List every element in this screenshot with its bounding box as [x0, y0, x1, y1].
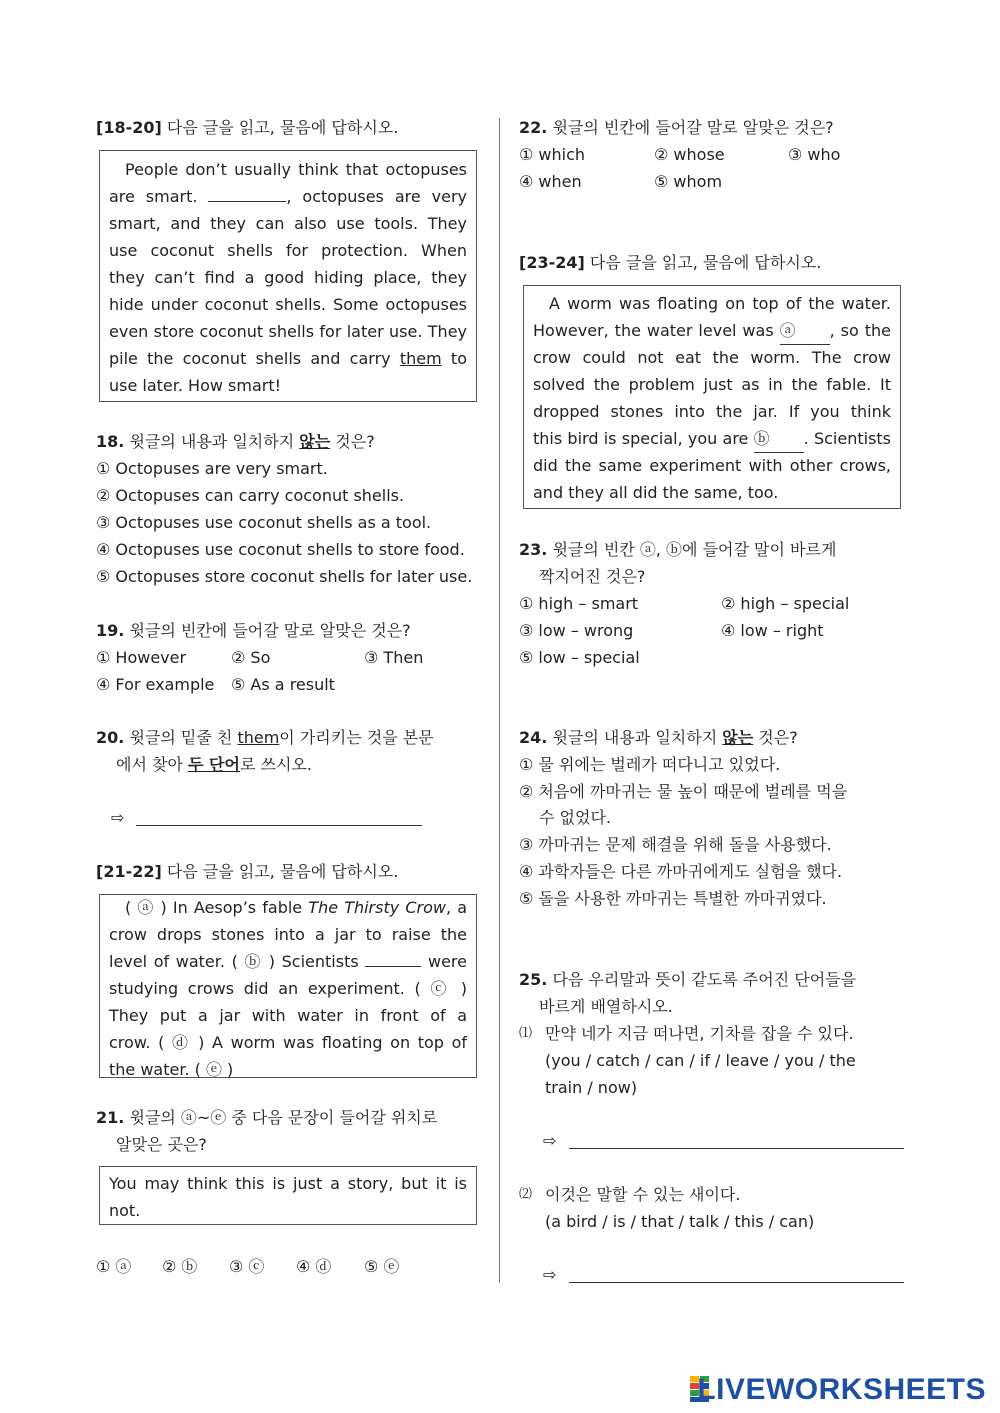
passage-octopus-box	[99, 150, 477, 402]
passage-line: use coconut shells for protection. When	[109, 241, 467, 260]
fable-title: The Thirsty Crow	[308, 898, 446, 917]
question-22-title: 22. 윗글의 빈칸에 들어갈 말로 알맞은 것은?	[519, 118, 834, 137]
q23-option-1[interactable]: ① high – smart	[519, 594, 639, 613]
q22-option-2[interactable]: ② whose	[654, 145, 725, 164]
underlined-them: them	[399, 349, 442, 368]
part-1-korean: 만약 네가 지금 떠나면, 기차를 잡을 수 있다.	[545, 1024, 854, 1043]
underlined-them-ref: them	[237, 728, 280, 747]
q18-option-1[interactable]: ① Octopuses are very smart.	[96, 459, 328, 478]
q22-option-5[interactable]: ⑤ whom	[654, 172, 723, 191]
q21-option-1[interactable]: ① ⓐ	[96, 1257, 132, 1276]
blank-a: ⓐ	[780, 317, 830, 345]
section-header-21-22	[96, 858, 398, 885]
passage-line: this bird is special, you are ⓑ . Scientists	[533, 425, 891, 453]
section-header-23-24	[519, 249, 821, 276]
q19-option-4[interactable]: ④ For example	[96, 675, 215, 694]
section-number: [18-20]	[96, 118, 162, 137]
blank-b: ⓑ	[754, 425, 804, 453]
question-25-line-2: 바르게 배열하시오.	[539, 997, 673, 1016]
section-number: [21-22]	[96, 862, 162, 881]
q21-option-3[interactable]: ③ ⓒ	[229, 1257, 265, 1276]
part-1-words-cont: train / now)	[545, 1078, 638, 1097]
passage-line: level of water. ( ⓑ ) Scientists were	[109, 952, 467, 971]
passage-line: A worm was floating on top of the water.	[549, 294, 891, 313]
q24-option-5[interactable]: ⑤ 돌을 사용한 까마귀는 특별한 까마귀였다.	[519, 889, 827, 908]
question-23-line-1: 23. 윗글의 빈칸 ⓐ, ⓑ에 들어갈 말이 바르게	[519, 540, 837, 559]
question-25-line-1: 25. 다음 우리말과 뜻이 같도록 주어진 단어들을	[519, 970, 857, 989]
passage-line: ( ⓐ ) In Aesop’s fable The Thirsty Crow, a	[125, 898, 467, 917]
part-2-words: (a bird / is / that / talk / this / can)	[545, 1212, 815, 1231]
passage-line: crow could not eat the worm. The crow	[533, 348, 891, 367]
q21-option-2[interactable]: ② ⓑ	[162, 1257, 198, 1276]
passage-line: They put a jar with water in front of a	[109, 1006, 467, 1025]
section-header-18-20	[96, 114, 398, 141]
passage-line: dropped stones into the jar. If you think	[533, 402, 891, 421]
q19-option-3[interactable]: ③ Then	[364, 648, 424, 667]
passage-line: hide under coconut shells. Some octopuses	[109, 295, 467, 314]
q18-option-3[interactable]: ③ Octopuses use coconut shells as a tool.	[96, 513, 432, 532]
answer-arrow-icon: ⇨	[543, 1265, 557, 1284]
section-instruction: 다음 글을 읽고, 물음에 답하시오.	[589, 253, 822, 272]
q23-option-3[interactable]: ③ low – wrong	[519, 621, 634, 640]
passage-line: did the same experiment with other crows,	[533, 456, 891, 475]
passage-worm-box	[523, 285, 901, 509]
question-21-line-2: 알맞은 곳은?	[116, 1135, 207, 1154]
passage-line: solved the problem just as in the fable. It	[533, 375, 891, 394]
passage-line: and they all did the same, too.	[533, 483, 779, 502]
question-number: 25.	[519, 970, 548, 989]
section-instruction: 다음 글을 읽고, 물음에 답하시오.	[166, 118, 399, 137]
q19-option-5[interactable]: ⑤ As a result	[231, 675, 335, 694]
question-number: 19.	[96, 621, 125, 640]
passage-crow-box	[99, 894, 477, 1078]
q21-option-5[interactable]: ⑤ ⓔ	[364, 1257, 400, 1276]
q21-option-4[interactable]: ④ ⓓ	[296, 1257, 332, 1276]
q19-option-1[interactable]: ① However	[96, 648, 187, 667]
q25-1-answer-line[interactable]	[569, 1148, 904, 1149]
question-number: 20.	[96, 728, 125, 747]
inserted-sentence: not.	[109, 1201, 141, 1220]
question-number: 24.	[519, 728, 548, 747]
passage-line: even store coconut shells for later use. They	[109, 322, 467, 341]
q19-option-2[interactable]: ② So	[231, 648, 271, 667]
question-number: 23.	[519, 540, 548, 559]
passage-line: use later. How smart!	[109, 376, 282, 395]
passage-line: are smart. , octopuses are very	[109, 187, 467, 206]
q24-option-4[interactable]: ④ 과학자들은 다른 까마귀에게도 실험을 했다.	[519, 862, 843, 881]
q24-option-2-cont: 수 없었다.	[539, 808, 611, 827]
answer-arrow-icon: ⇨	[543, 1131, 557, 1150]
question-number: 21.	[96, 1108, 125, 1127]
q25-2-answer-line[interactable]	[569, 1282, 904, 1283]
answer-arrow-icon: ⇨	[111, 808, 125, 827]
question-23-line-2: 짝지어진 것은?	[539, 567, 646, 586]
part-1-words: (you / catch / can / if / leave / you / the	[545, 1051, 856, 1070]
q18-option-5[interactable]: ⑤ Octopuses store coconut shells for later use.	[96, 567, 473, 586]
question-21-line-1: 21. 윗글의 ⓐ~ⓔ 중 다음 문장이 들어갈 위치로	[96, 1108, 438, 1127]
inserted-sentence: You may think this is just a story, but it is	[109, 1174, 467, 1193]
question-19-title: 19. 윗글의 빈칸에 들어갈 말로 알맞은 것은?	[96, 621, 411, 640]
part-2-korean: 이것은 말할 수 있는 새이다.	[545, 1185, 741, 1204]
section-instruction: 다음 글을 읽고, 물음에 답하시오.	[166, 862, 399, 881]
q24-option-3[interactable]: ③ 까마귀는 문제 해결을 위해 돌을 사용했다.	[519, 835, 832, 854]
question-18-title: 18. 윗글의 내용과 일치하지 않는 것은?	[96, 432, 375, 451]
question-24-title: 24. 윗글의 내용과 일치하지 않는 것은?	[519, 728, 798, 747]
q22-option-1[interactable]: ① which	[519, 145, 586, 164]
question-number: 18.	[96, 432, 125, 451]
passage-line: the water. ( ⓔ )	[109, 1060, 234, 1079]
q18-option-2[interactable]: ② Octopuses can carry coconut shells.	[96, 486, 405, 505]
passage-line: they can’t find a good hiding place, they	[109, 268, 467, 287]
passage-line: smart, and they can also use tools. They	[109, 214, 467, 233]
question-20-line-2: 에서 찾아 두 단어로 쓰시오.	[116, 755, 312, 774]
emphasis-not: 않는	[722, 728, 754, 747]
passage-line: People don’t usually think that octopuses	[125, 160, 467, 179]
part-2-marker: ⑵	[519, 1187, 533, 1202]
q22-option-3[interactable]: ③ who	[788, 145, 841, 164]
q24-option-1[interactable]: ① 물 위에는 벌레가 떠다니고 있었다.	[519, 755, 781, 774]
inserted-sentence-box	[99, 1166, 477, 1225]
passage-line: crow. ( ⓓ ) A worm was floating on top of	[109, 1033, 467, 1052]
question-number: 22.	[519, 118, 548, 137]
liveworksheets-logo[interactable]: LIVEWORKSHEETS	[697, 1373, 986, 1406]
q22-option-4[interactable]: ④ when	[519, 172, 582, 191]
emphasis-not: 않는	[299, 432, 331, 451]
q23-option-4[interactable]: ④ low – right	[721, 621, 824, 640]
passage-line: crow drops stones into a jar to raise the	[109, 925, 467, 944]
question-20-line-1: 20. 윗글의 밑줄 친 them이 가리키는 것을 본문	[96, 728, 434, 747]
passage-line: pile the coconut shells and carry them to	[109, 349, 467, 368]
passage-line: However, the water level was ⓐ , so the	[533, 317, 891, 345]
section-number: [23-24]	[519, 253, 585, 272]
q23-option-5[interactable]: ⑤ low – special	[519, 648, 640, 667]
q23-option-2[interactable]: ② high – special	[721, 594, 850, 613]
q20-answer-line[interactable]	[136, 825, 422, 826]
q24-option-2[interactable]: ② 처음에 까마귀는 물 높이 때문에 벌레를 먹을	[519, 782, 848, 801]
part-1-marker: ⑴	[519, 1026, 533, 1041]
answer-blank	[365, 952, 421, 967]
emphasis-two-words: 두 단어	[188, 755, 240, 774]
q18-option-4[interactable]: ④ Octopuses use coconut shells to store food.	[96, 540, 465, 559]
column-divider	[499, 118, 500, 1283]
answer-blank	[208, 187, 286, 202]
passage-line: studying crows did an experiment. ( ⓒ )	[109, 979, 467, 998]
